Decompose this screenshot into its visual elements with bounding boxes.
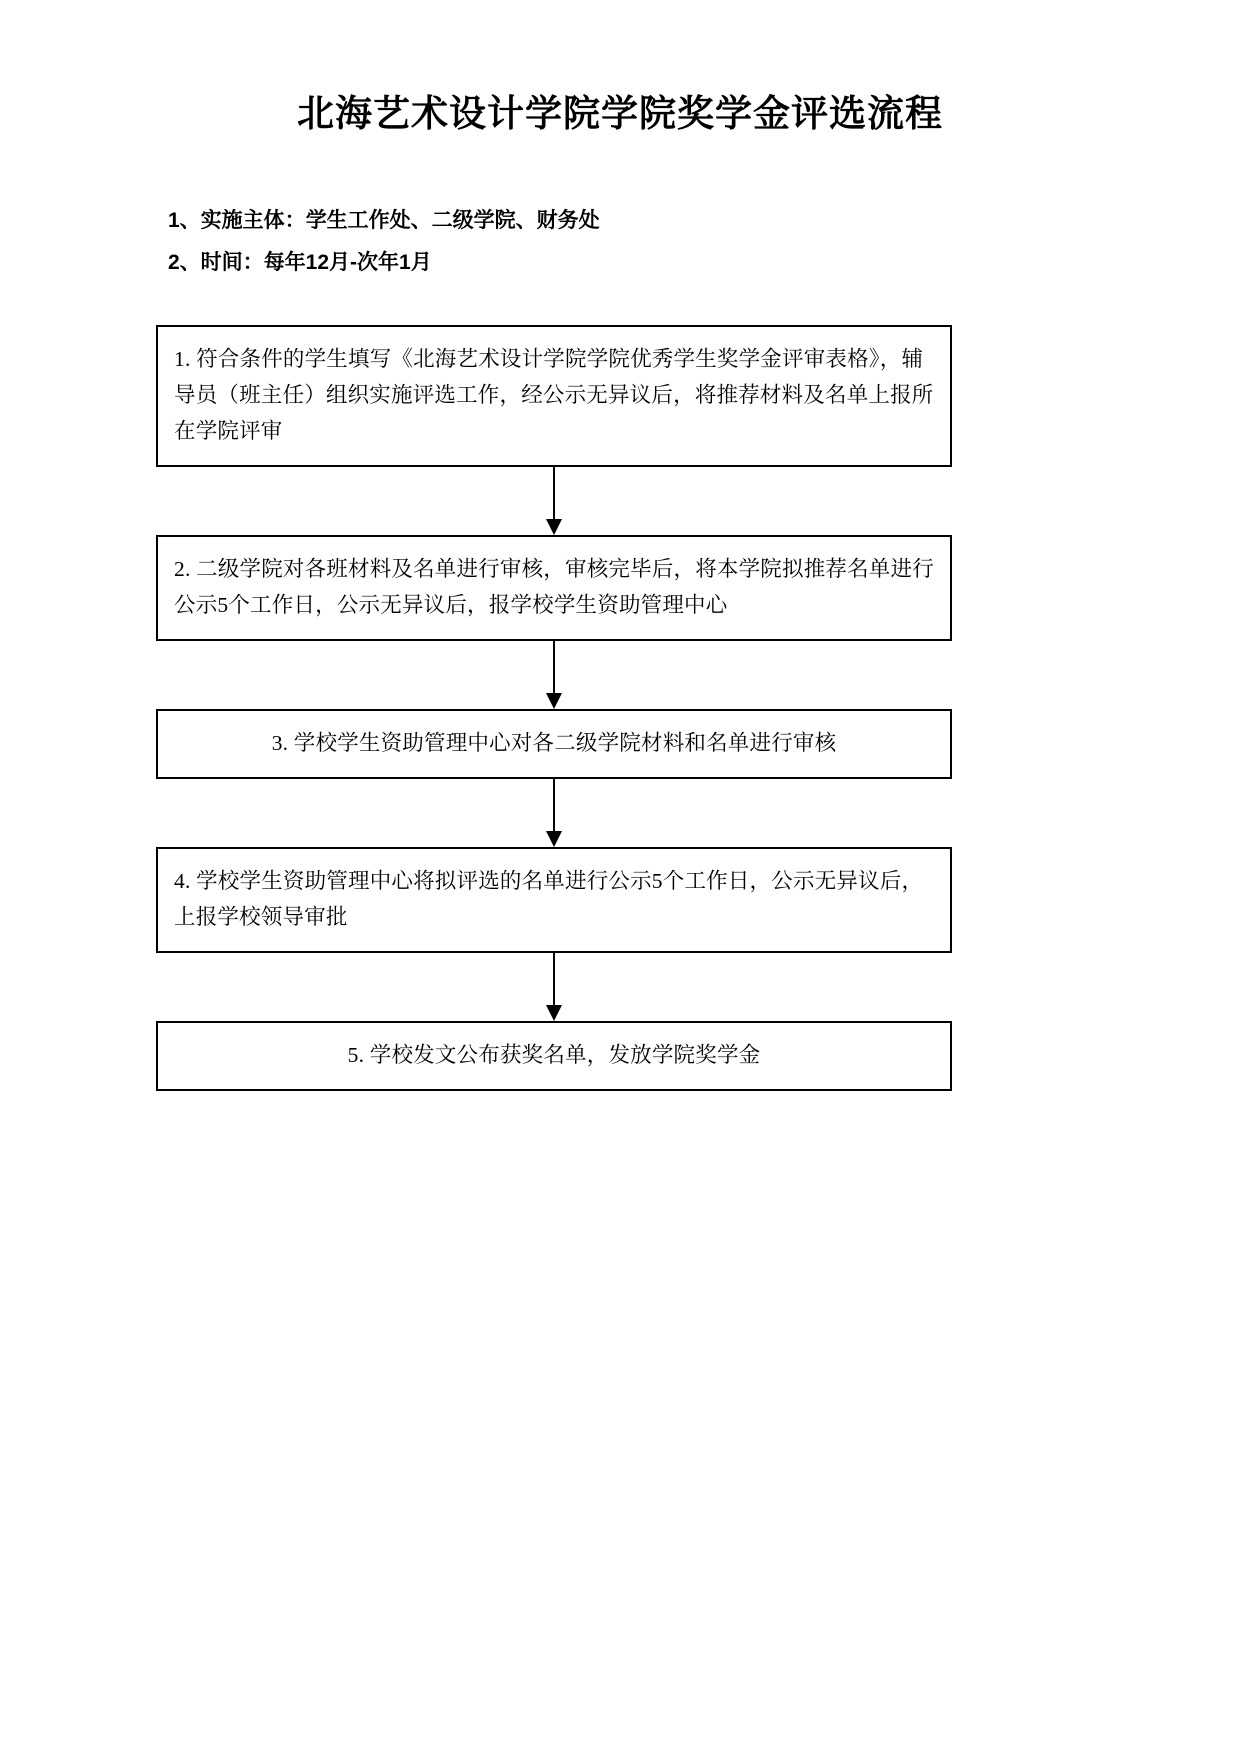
meta-label-subject: 1、实施主体： [168,209,306,232]
arrow-head [546,693,562,709]
flow-step-2: 2. 二级学院对各班材料及名单进行审核，审核完毕后，将本学院拟推荐名单进行公示5个工作日，公示无异议后，报学校学生资助管理中心 [156,535,952,641]
arrow-stem [553,467,555,523]
arrow-stem [553,953,555,1009]
document-meta [168,200,1068,284]
arrow-down-icon [156,953,952,1021]
meta-line-time [168,242,1068,284]
flowchart [156,325,952,1091]
arrow-stem [553,779,555,835]
arrow-head [546,831,562,847]
arrow-head [546,1005,562,1021]
flow-step-3: 3. 学校学生资助管理中心对各二级学院材料和名单进行审核 [156,709,952,779]
meta-label-time: 2、时间： [168,251,264,274]
meta-value-time: 每年12月-次年1月 [263,251,432,274]
flow-step-1: 1. 符合条件的学生填写《北海艺术设计学院学院优秀学生奖学金评审表格》，辅导员（班主任）组织实施评选工作，经公示无异议后，将推荐材料及名单上报所在学院评审 [156,325,952,467]
arrow-head [546,519,562,535]
flow-step-4: 4. 学校学生资助管理中心将拟评选的名单进行公示5个工作日，公示无异议后，上报学校领导审批 [156,847,952,953]
arrow-down-icon [156,641,952,709]
arrow-down-icon [156,467,952,535]
arrow-stem [553,641,555,697]
meta-value-subject: 学生工作处、二级学院、财务处 [305,209,600,232]
page-title: 北海艺术设计学院学院奖学金评选流程 [297,93,943,134]
meta-line-subject [168,200,1068,242]
flow-step-5: 5. 学校发文公布获奖名单，发放学院奖学金 [156,1021,952,1091]
arrow-down-icon [156,779,952,847]
